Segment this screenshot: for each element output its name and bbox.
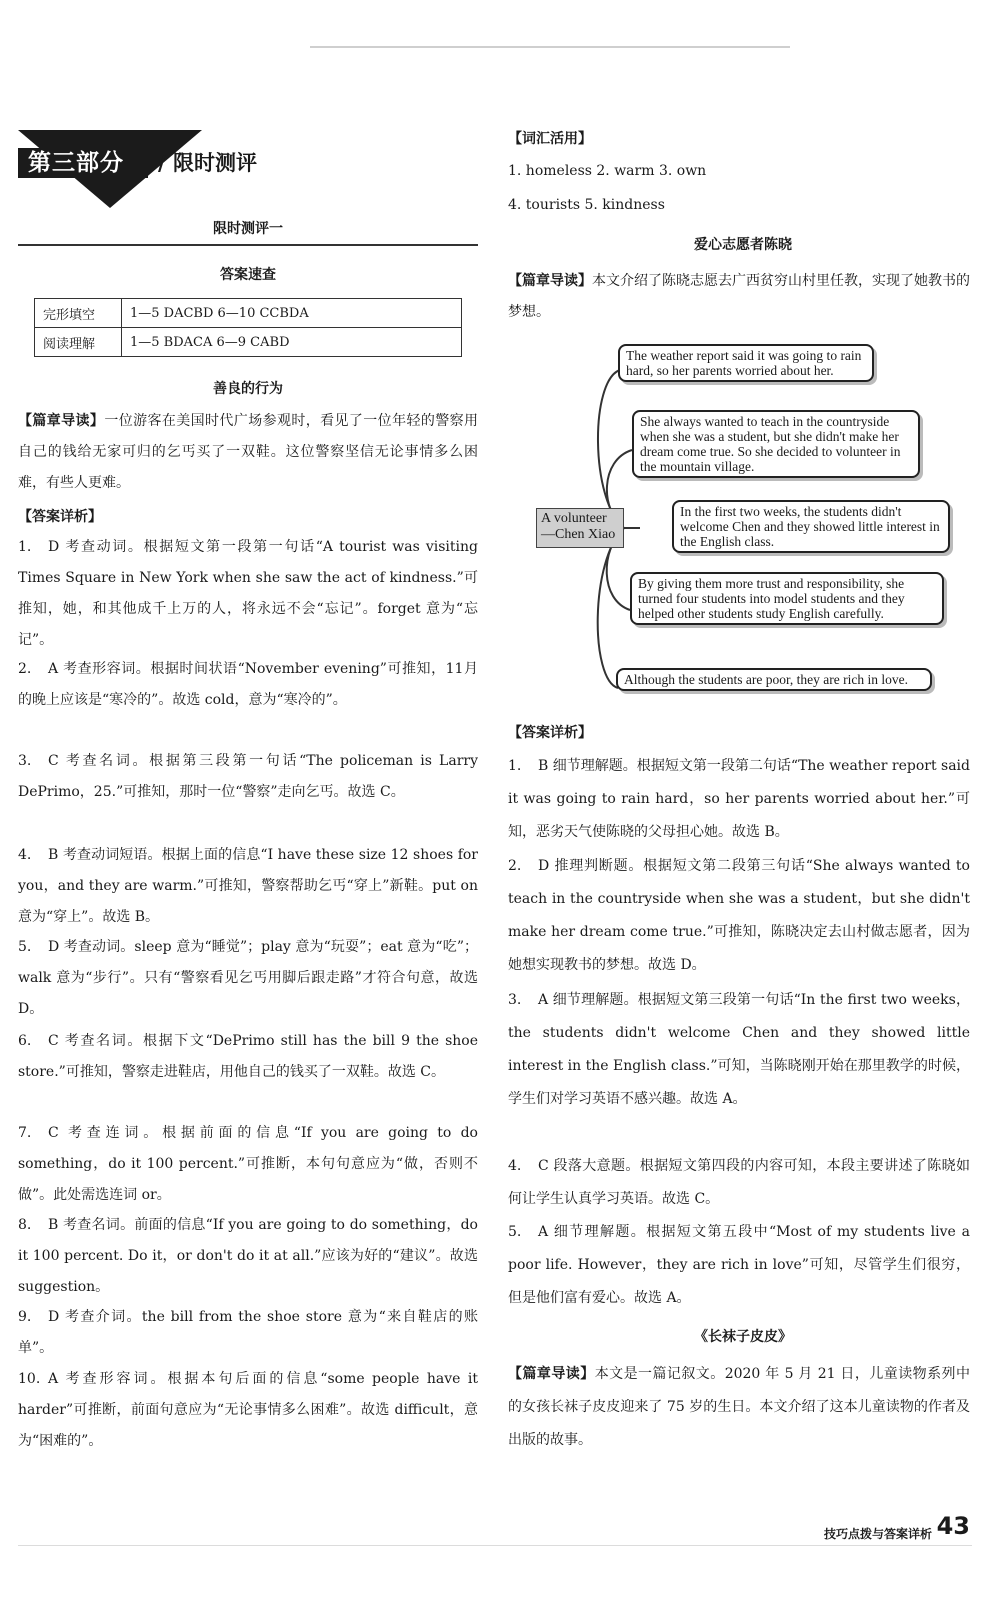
intro-tag: 【篇章导读】	[18, 413, 105, 429]
list-item: 9. D 考查介词。the bill from the shoe store 意为“来自鞋店的账单”。	[18, 1309, 478, 1356]
mindmap-branch: The weather report said it was going to rain hard, so her parents worried about her.	[618, 344, 874, 382]
list-item: 3. A 细节理解题。根据短文第三段第一句话“In the first two weeks，the students didn't welcome Chen and they showed little interest in the English class.”可知，当陈晓刚开始在那里教学的时候，学生们对学习英语不感兴趣。故选 A。	[508, 992, 970, 1107]
list-item: 2. D 推理判断题。根据短文第二段第三句话“She always wanted to teach in the countryside when she was a student，but she didn't make her dream come true.”可推知，陈晓决定去山村做志愿者，因为她想实现教书的梦想。故选 D。	[508, 858, 970, 973]
list-item: 6. C 考查名词。根据下文“DePrimo still has the bill 9 the shoe store.”可推知，警察走进鞋店，用他自己的钱买了一双鞋。故选 C。	[18, 1033, 478, 1080]
detail-tag: 【答案详析】	[508, 725, 592, 741]
list-item: 1. D 考查动词。根据短文第一段第一句话“A tourist was visiting Times Square in New York when she saw the act of kindness.”可推知，她，和其他成千上万的人，将永远不会“忘记”。forget 意为“忘记”。	[18, 539, 478, 648]
list-item: 5. D 考查动词。sleep 意为“睡觉”；play 意为“玩耍”；eat 意为“吃”；walk 意为“步行”。只有“警察看见乞丐用脚后跟走路”才符合句意，故选 D。	[18, 939, 478, 1017]
mindmap-branch: She always wanted to teach in the countryside when she was a student, but she didn't make her dream come true. So she decided to volunteer in the mountain village.	[632, 410, 920, 478]
list-item: 5. A 细节理解题。根据短文第五段中“Most of my students live a poor life. However，they are rich in love”可知，尽管学生们很穷，但是他们富有爱心。故选 A。	[508, 1224, 970, 1306]
row-value: 1—5 BDACA 6—9 CABD	[122, 328, 462, 357]
part-header	[18, 130, 338, 208]
list-item: 8. B 考查名词。前面的信息“If you are going to do something，do it 100 percent. Do it，or don't do it at all.”应该为好的“建议”。故选 suggestion。	[18, 1217, 478, 1295]
intro-text: 本文是一篇记叙文。2020 年 5 月 21 日，儿童读物系列中的女孩长袜子皮皮迎来了 75 岁的生日。本文介绍了这本儿童读物的作者及出版的故事。	[508, 1366, 971, 1448]
table-row	[35, 328, 462, 357]
mindmap-branch: By giving them more trust and responsibility, she turned four students into model students and they helped other students study English carefully.	[630, 572, 944, 625]
part-subtitle: / 限时测评	[158, 151, 257, 175]
vocab-line: 4. tourists 5. kindness	[508, 197, 665, 213]
intro-tag: 【篇章导读】	[508, 273, 592, 289]
intro-paragraph	[18, 406, 478, 499]
mindmap-branch: In the first two weeks, the students didn't welcome Chen and they showed little interest in the English class.	[672, 500, 950, 553]
quick-answers-title: 答案速查	[220, 267, 276, 283]
vocab-tag: 【词汇活用】	[508, 131, 592, 147]
intro-text: 一位游客在美国时代广场参观时，看见了一位年轻的警察用自己的钱给无家可归的乞丐买了一双鞋。这位警察坚信无论事情多么困难，有些人更难。	[18, 413, 479, 491]
vocab-line: 1. homeless 2. warm 3. own	[508, 163, 707, 179]
detail-tag: 【答案详析】	[18, 509, 102, 525]
row-label: 阅读理解	[35, 328, 122, 357]
part-subtitle-text: 限时测评	[172, 151, 257, 175]
footer-label: 技巧点拨与答案详析	[823, 1527, 932, 1541]
part-title: 第三部分	[28, 150, 124, 176]
article-title: 《长袜子皮皮》	[694, 1329, 792, 1345]
list-item: 4. B 考查动词短语。根据上面的信息“I have these size 12 shoes for you，and they are warm.”可推知，警察帮助乞丐“穿上”新鞋。put on 意为“穿上”。故选 B。	[18, 847, 478, 925]
intro-text: 本文介绍了陈晓志愿去广西贫穷山村里任教，实现了她教书的梦想。	[508, 273, 970, 320]
list-item: 10. A 考查形容词。根据本句后面的信息“some people have it harder”可推断，前面句意应为“无论事情多么困难”。故选 difficult，意为“困难的”。	[18, 1371, 478, 1449]
page-number: 43	[936, 1512, 970, 1540]
article-title: 爱心志愿者陈晓	[694, 237, 792, 253]
list-item: 1. B 细节理解题。根据短文第一段第二句话“The weather report said it was going to rain hard，so her parents worried about her.”可知，恶劣天气使陈晓的父母担心她。故选 B。	[508, 758, 970, 840]
table-row	[35, 299, 462, 328]
section-rule	[18, 244, 478, 246]
article-title: 善良的行为	[213, 381, 283, 397]
intro-tag: 【篇章导读】	[508, 1366, 595, 1382]
mindmap-branch: Although the students are poor, they are rich in love.	[616, 668, 932, 691]
row-value: 1—5 DACBD 6—10 CCBDA	[122, 299, 462, 328]
mindmap-center: A volunteer —Chen Xiao	[536, 508, 624, 548]
top-rule	[310, 46, 790, 48]
bottom-rule	[18, 1545, 972, 1546]
intro-paragraph	[508, 266, 970, 328]
list-item: 7. C 考查连词。根据前面的信息“If you are going to do something，do it 100 percent.”可推断，本句句意应为“做，否则不做”。此处需选连词 or。	[18, 1125, 478, 1203]
test-title: 限时测评一	[213, 221, 283, 237]
list-item: 3. C 考查名词。根据第三段第一句话“The policeman is Larry DePrimo，25.”可推知，那时一位“警察”走向乞丐。故选 C。	[18, 753, 478, 800]
intro-paragraph	[508, 1358, 970, 1457]
list-item: 4. C 段落大意题。根据短文第四段的内容可知，本段主要讲述了陈晓如何让学生认真学习英语。故选 C。	[508, 1158, 970, 1207]
list-item: 2. A 考查形容词。根据时间状语“November evening”可推知，11月的晚上应该是“寒冷的”。故选 cold，意为“寒冷的”。	[18, 661, 478, 708]
row-label: 完形填空	[35, 299, 122, 328]
answer-table	[34, 298, 462, 357]
